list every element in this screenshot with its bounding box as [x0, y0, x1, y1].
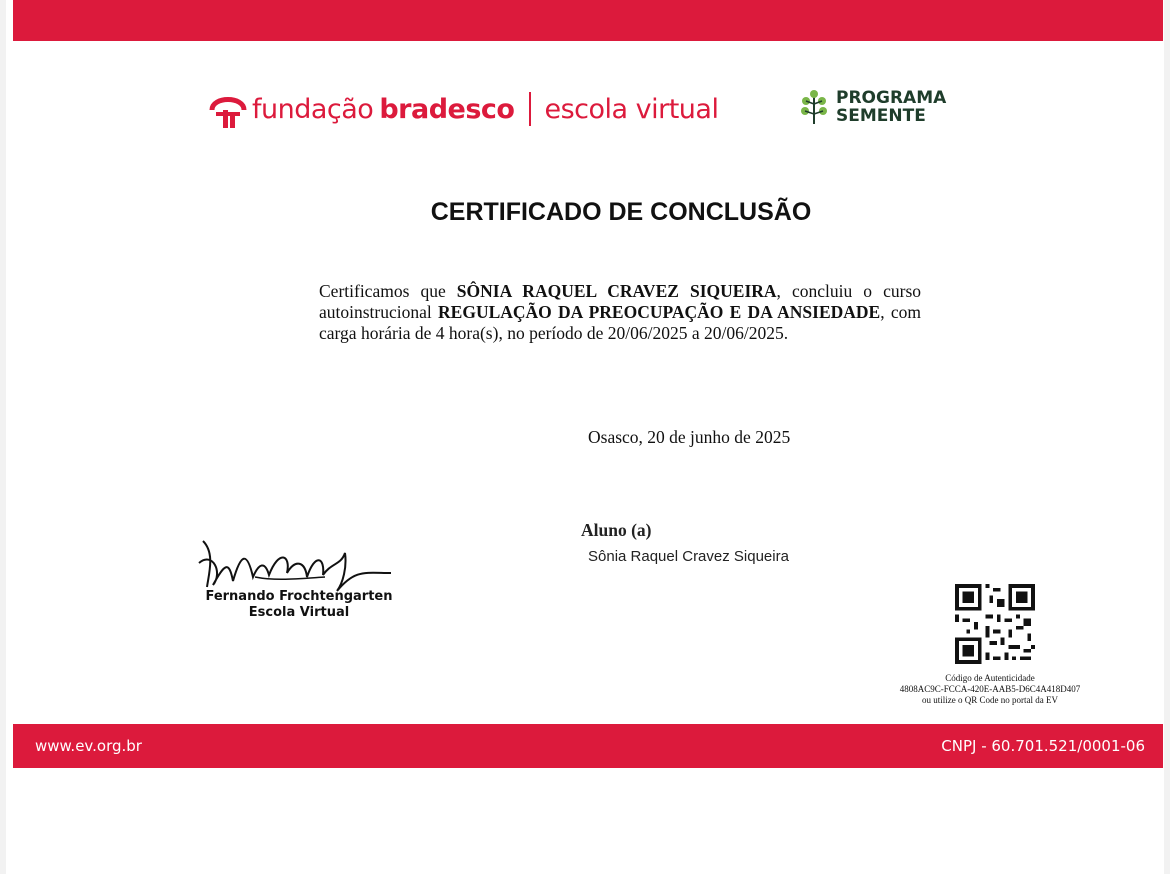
authenticity-block — [870, 673, 1110, 706]
qr-code[interactable] — [955, 584, 1035, 664]
sprout-icon — [798, 88, 830, 126]
auth-code: 4808AC9C-FCCA-420E-AAB5-D6C4A418D407 — [899, 684, 1081, 694]
certificate-body — [319, 281, 921, 344]
body-text-2: , concluiu o curso autoinstrucional — [319, 281, 922, 322]
logo-brand: bradesco — [379, 93, 515, 125]
fundacao-bradesco-logo — [208, 84, 718, 134]
body-text-1: Certificamos que — [319, 281, 457, 301]
programa-semente-logo — [798, 88, 946, 126]
body-text-3: , com carga horária de 4 hora(s), no período de 20/06/2025 a 20/06/2025. — [319, 302, 921, 343]
footer-website[interactable]: www.ev.org.br — [35, 737, 142, 755]
top-red-band — [13, 0, 1163, 41]
signatory-role: Escola Virtual — [248, 605, 350, 620]
program-line-1: PROGRAMA — [836, 88, 947, 108]
student-name: Sônia Raquel Cravez Siqueira — [588, 548, 789, 565]
auth-label: Código de Autenticidade — [945, 673, 1035, 683]
signature-scribble — [195, 533, 395, 595]
signatory-name: Fernando Frochtengarten — [205, 589, 393, 604]
student-name-upper: SÔNIA RAQUEL CRAVEZ SIQUEIRA — [456, 281, 777, 301]
place-date: Osasco, 20 de junho de 2025 — [588, 427, 791, 447]
bradesco-tree-icon — [208, 88, 248, 130]
program-line-2: SEMENTE — [836, 106, 926, 126]
course-name: REGULAÇÃO DA PREOCUPAÇÃO E DA ANSIEDADE — [438, 302, 881, 322]
signatory — [200, 589, 398, 621]
footer-bar — [13, 724, 1163, 768]
footer-cnpj: CNPJ - 60.701.521/0001-06 — [941, 737, 1145, 755]
logo-suffix: escola virtual — [544, 93, 719, 125]
student-heading: Aluno (a) — [581, 520, 652, 540]
certificate-title: CERTIFICADO DE CONCLUSÃO — [430, 198, 812, 226]
auth-hint: ou utilize o QR Code no portal da EV — [922, 695, 1058, 705]
logo-divider — [529, 92, 531, 126]
logo-prefix: fundação — [252, 93, 374, 125]
